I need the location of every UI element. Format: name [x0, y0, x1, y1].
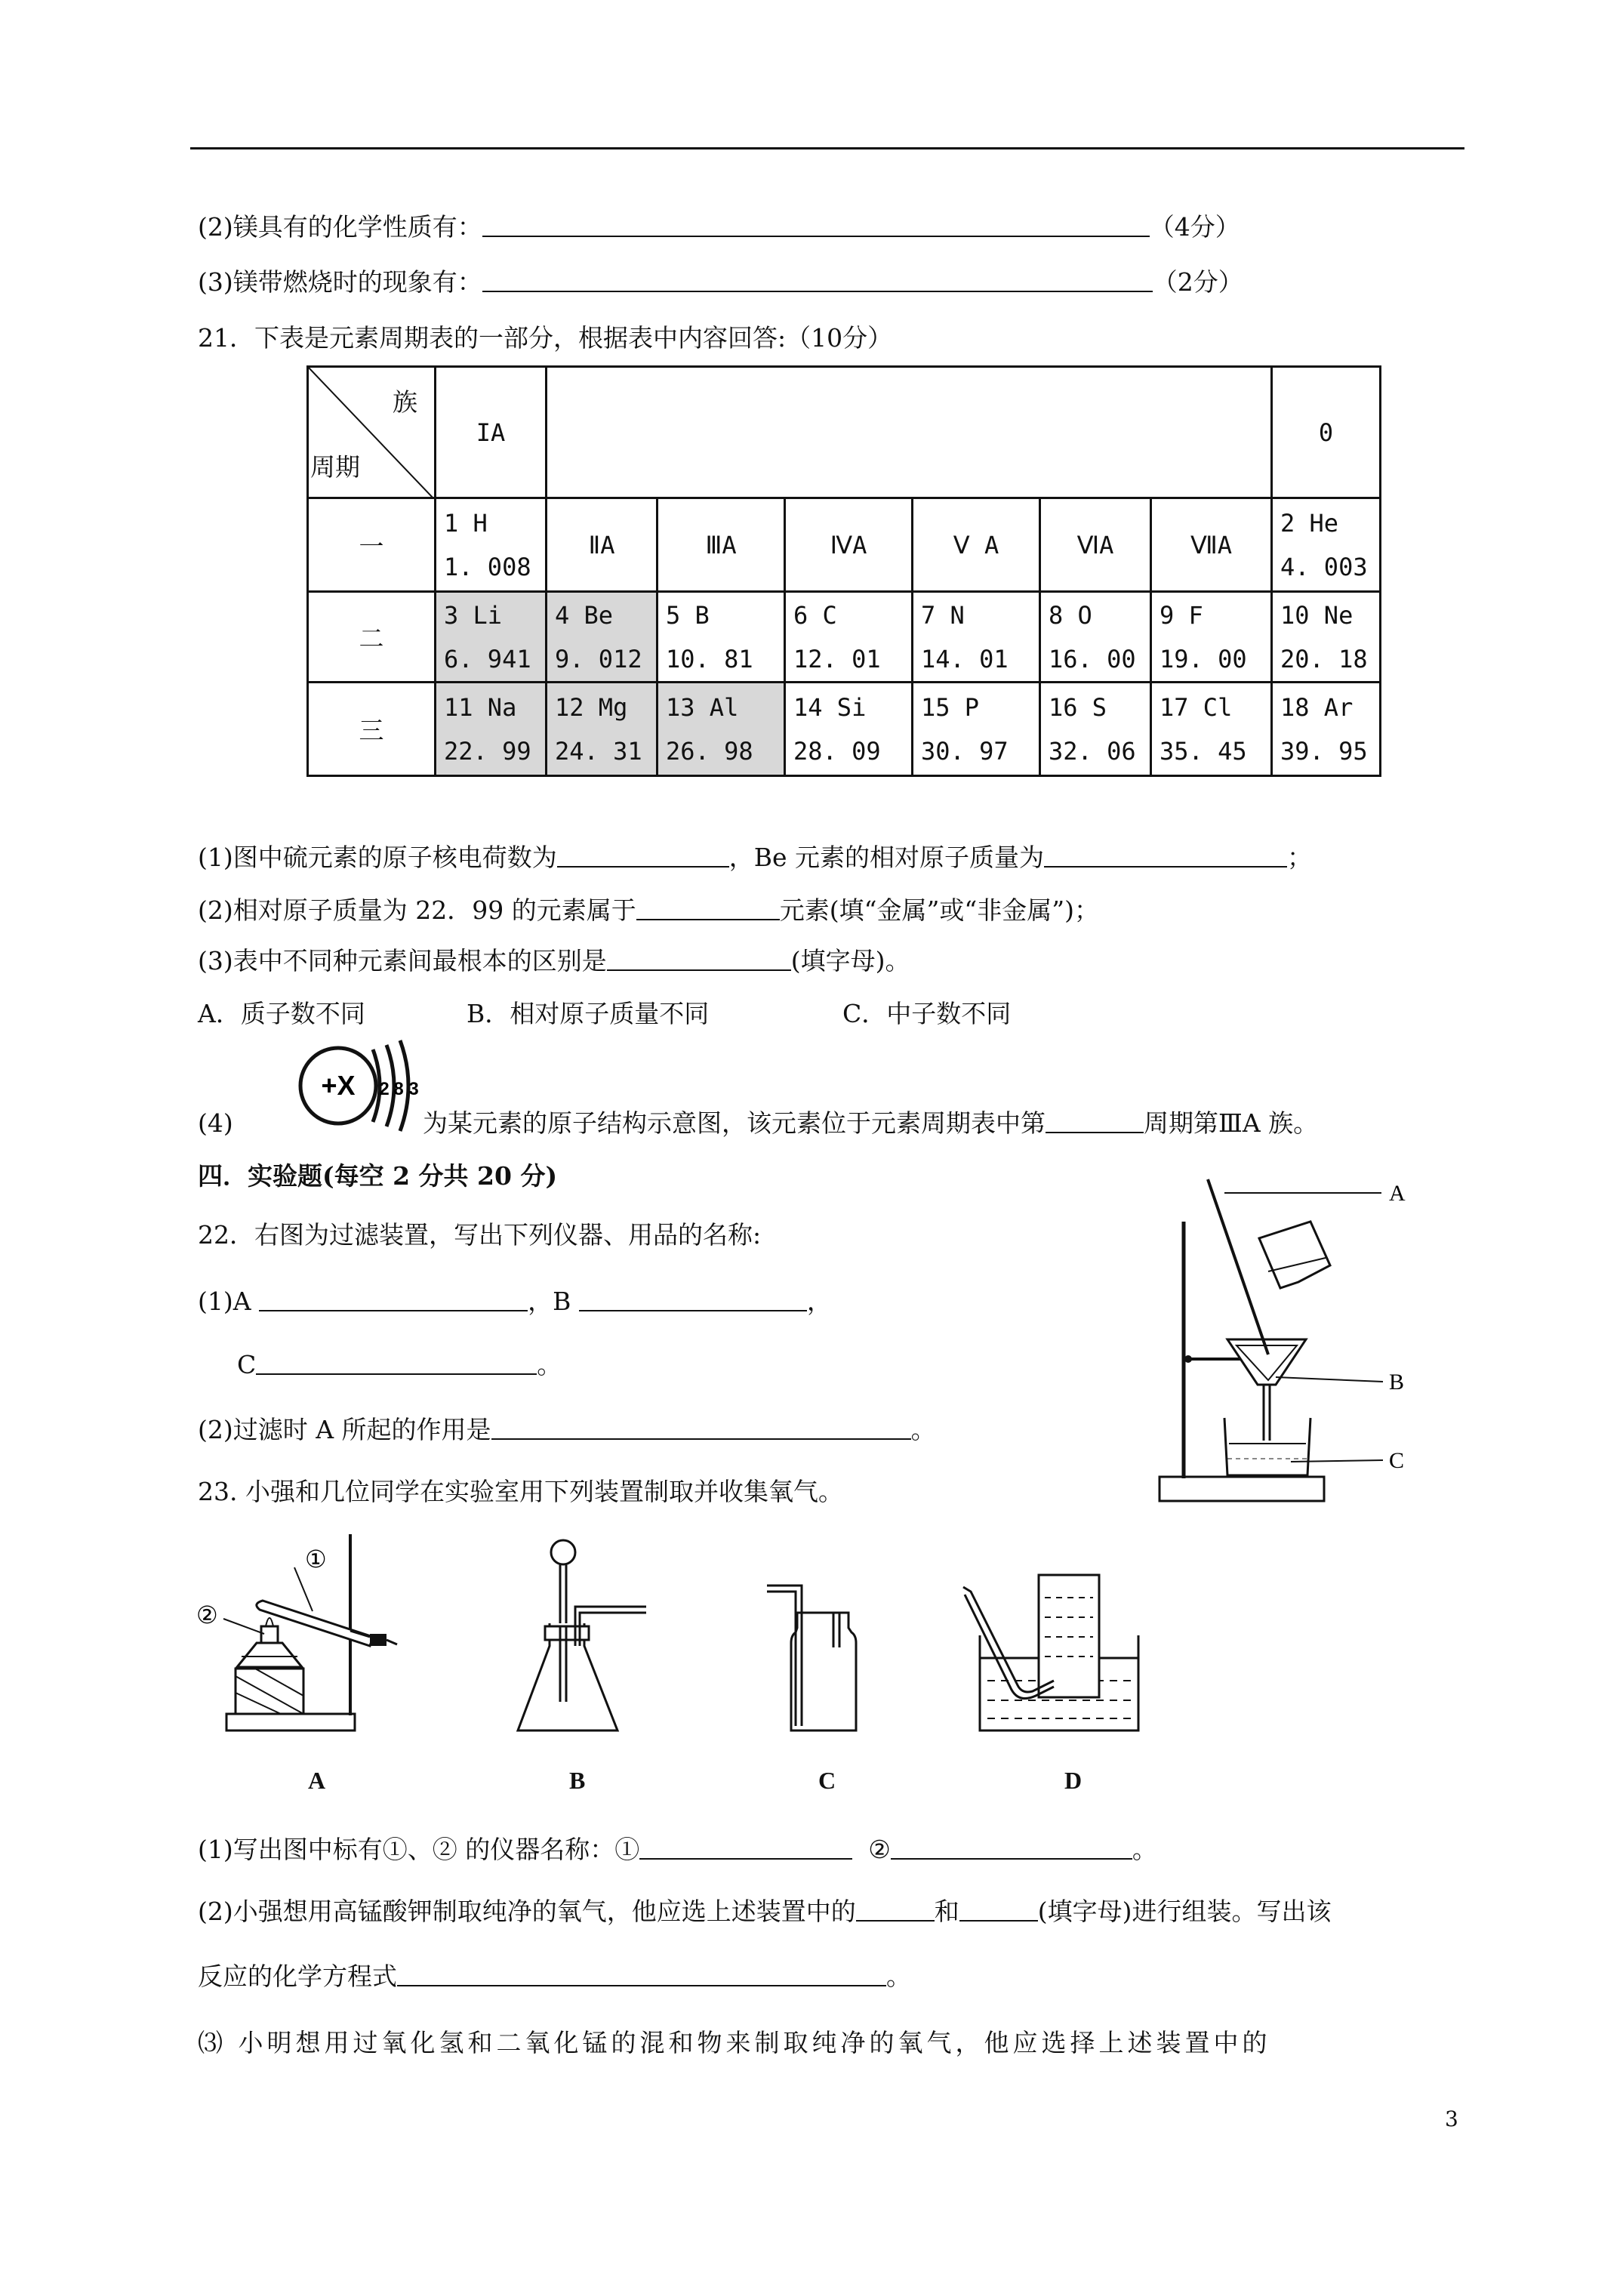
element-cell-he: 2 He 4. 003 [1272, 498, 1381, 592]
svg-text:+X: +X [321, 1070, 356, 1101]
group-header-6a: ⅥA [1040, 498, 1151, 592]
atom-structure-diagram [273, 1033, 424, 1154]
answer-blank[interactable] [1044, 843, 1287, 868]
group-header-blank [547, 367, 1272, 498]
group-header-0: 0 [1272, 367, 1381, 498]
section-heading: 四．实验题(每空 2 分共 20 分) [198, 1161, 558, 1191]
apparatus-a-figure [192, 1525, 426, 1744]
answer-blank[interactable] [607, 947, 791, 971]
corner-group-label: 族 [393, 387, 417, 417]
svg-text:②: ② [196, 1601, 218, 1629]
answer-blank[interactable] [636, 896, 780, 920]
figure-caption-c: C [818, 1767, 836, 1794]
q21-sub-4-label: (4) [198, 1108, 233, 1138]
answer-blank[interactable] [256, 1351, 537, 1375]
answer-blank[interactable] [491, 1416, 911, 1440]
element-cell: 10 Ne 20. 18 [1272, 592, 1381, 683]
element-cell: 15 P 30. 97 [913, 683, 1040, 776]
answer-blank[interactable] [856, 1897, 935, 1922]
element-cell: 11 Na 22. 99 [436, 683, 547, 776]
q20-line-3: (3)镁带燃烧时的现象有： （2分） [198, 267, 1243, 297]
q23-sub-2: (2)小强想用高锰酸钾制取纯净的氧气，他应选上述装置中的 和 (填字母)进行组装。写出该 [198, 1897, 1332, 1926]
figure-caption-d: D [1064, 1767, 1083, 1794]
element-cell-h: 1 H 1. 008 [436, 498, 547, 592]
option-c: C．中子数不同 [842, 999, 1012, 1028]
element-cell: 16 S 32. 06 [1040, 683, 1151, 776]
element-cell: 7 N 14. 01 [913, 592, 1040, 683]
q23-sub-2-equation: 反应的化学方程式 。 [198, 1962, 911, 1991]
period-label-1: 一 [308, 498, 436, 592]
group-header-1a: IA [436, 367, 547, 498]
page-number: 3 [1445, 2106, 1458, 2131]
group-header-3a: ⅢA [658, 498, 785, 592]
svg-text:8: 8 [393, 1079, 404, 1099]
q21-intro: 21．下表是元素周期表的一部分，根据表中内容回答:（10分） [198, 323, 893, 353]
group-header-7a: ⅦA [1151, 498, 1272, 592]
element-cell: 6 C 12. 01 [785, 592, 913, 683]
element-cell: 12 Mg 24. 31 [547, 683, 658, 776]
group-header-2a: ⅡA [547, 498, 658, 592]
answer-blank[interactable] [557, 843, 729, 868]
periodic-table [306, 365, 1381, 777]
q22-sub-1-c: C 。 [237, 1350, 562, 1379]
apparatus-c-figure [764, 1575, 870, 1741]
element-cell: 9 F 19. 00 [1151, 592, 1272, 683]
q23-sub-3: ⑶ 小明想用过氧化氢和二氧化锰的混和物来制取纯净的氧气，他应选择上述装置中的 [198, 2028, 1271, 2057]
svg-text:A: A [1389, 1181, 1406, 1206]
element-cell: 17 Cl 35. 45 [1151, 683, 1272, 776]
answer-blank[interactable] [482, 213, 1150, 237]
period-label-3: 三 [308, 683, 436, 776]
figure-caption-b: B [569, 1767, 586, 1794]
q23-intro: 23. 小强和几位同学在实验室用下列装置制取并收集氧气。 [198, 1477, 843, 1506]
element-cell: 14 Si 28. 09 [785, 683, 913, 776]
apparatus-b-figure [513, 1533, 649, 1744]
q21-sub-1: (1)图中硫元素的原子核电荷数为 ，Be 元素的相对原子质量为 ； [198, 843, 1313, 872]
q23-sub-1: (1)写出图中标有①、② 的仪器名称：① ② 。 [198, 1835, 1157, 1864]
element-cell: 5 B 10. 81 [658, 592, 785, 683]
apparatus-d-figure [957, 1560, 1146, 1749]
svg-text:C: C [1389, 1448, 1405, 1473]
q22-sub-2: (2)过滤时 A 所起的作用是 。 [198, 1415, 936, 1444]
answer-blank[interactable] [397, 1962, 886, 1986]
element-cell: 3 Li 6. 941 [436, 592, 547, 683]
svg-text:3: 3 [408, 1079, 419, 1099]
option-a: A．质子数不同 [198, 999, 365, 1028]
q20-line-2: (2)镁具有的化学性质有： （4分） [198, 212, 1240, 242]
svg-text:B: B [1389, 1370, 1405, 1395]
answer-blank[interactable] [639, 1835, 852, 1860]
period-label-2: 二 [308, 592, 436, 683]
group-header-4a: ⅣA [785, 498, 913, 592]
answer-blank[interactable] [1046, 1109, 1144, 1133]
element-cell: 18 Ar 39. 95 [1272, 683, 1381, 776]
answer-blank[interactable] [482, 268, 1153, 292]
option-b: B．相对原子质量不同 [467, 999, 710, 1028]
header-rule [190, 147, 1464, 149]
figure-caption-a: A [308, 1767, 326, 1794]
q22-sub-1: (1)A ，B ， [198, 1287, 832, 1316]
group-header-5a: Ⅴ A [913, 498, 1040, 592]
q21-sub-2: (2)相对原子质量为 22．99 的元素属于 元素(填“金属”或“非金属”)； [198, 895, 1099, 925]
filtration-apparatus-figure [1155, 1175, 1442, 1530]
answer-blank[interactable] [579, 1287, 807, 1311]
q21-sub-3: (3)表中不同种元素间最根本的区别是 (填字母)。 [198, 946, 910, 975]
corner-period-label: 周期 [310, 452, 360, 482]
q21-options [198, 997, 1012, 1031]
element-cell: 4 Be 9. 012 [547, 592, 658, 683]
table-corner-cell [308, 367, 436, 498]
q22-intro: 22．右图为过滤装置，写出下列仪器、用品的名称: [198, 1220, 762, 1250]
answer-blank[interactable] [891, 1835, 1132, 1860]
svg-text:2: 2 [379, 1079, 390, 1099]
element-cell: 13 Al 26. 98 [658, 683, 785, 776]
element-cell: 8 O 16. 00 [1040, 592, 1151, 683]
q21-sub-4: 为某元素的原子结构示意图，该元素位于元素周期表中第 周期第ⅢA 族。 [423, 1108, 1319, 1138]
answer-blank[interactable] [259, 1287, 528, 1311]
answer-blank[interactable] [959, 1897, 1038, 1922]
svg-text:①: ① [305, 1545, 327, 1573]
